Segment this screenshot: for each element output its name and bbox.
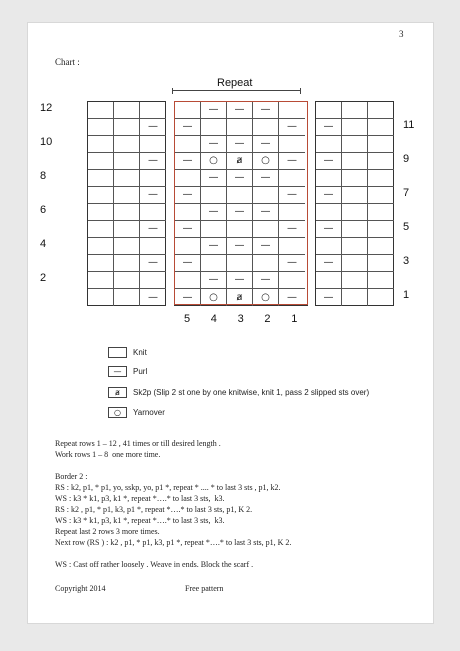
legend-symbol: ○ <box>108 407 127 418</box>
chart-cell: — <box>227 102 253 119</box>
chart-grid-left <box>87 101 166 306</box>
chart-cell <box>279 102 305 119</box>
chart-cell <box>342 255 368 272</box>
chart-cell: — <box>253 204 279 221</box>
chart-cell <box>201 221 227 238</box>
chart-cell <box>114 255 140 272</box>
chart-cell <box>114 272 140 289</box>
chart-cell <box>88 119 114 136</box>
chart-grid-right <box>315 101 394 306</box>
free-pattern-note: Free pattern <box>185 584 224 593</box>
chart-cell <box>342 102 368 119</box>
instruction-line: Border 2 : <box>55 472 88 481</box>
chart-cell <box>253 255 279 272</box>
chart-cell <box>88 238 114 255</box>
chart-cell: — <box>316 255 342 272</box>
chart-cell <box>368 255 394 272</box>
chart-cell <box>316 102 342 119</box>
chart-cell <box>175 102 201 119</box>
chart-cell <box>368 187 394 204</box>
chart-cell: ○ <box>253 153 279 170</box>
instruction-line: WS : Cast off rather loosely . Weave in ends. Block the scarf . <box>55 560 254 569</box>
chart-cell <box>114 102 140 119</box>
chart-cell <box>279 170 305 187</box>
chart-cell <box>114 187 140 204</box>
chart-cell: — <box>148 291 158 303</box>
chart-cell <box>88 187 114 204</box>
chart-cell: — <box>253 102 279 119</box>
chart-cell <box>253 187 279 204</box>
row-number-right: 1 <box>403 289 410 301</box>
chart-cell: — <box>175 187 201 204</box>
row-number-left: 2 <box>40 272 47 284</box>
chart-cell: — <box>201 136 227 153</box>
legend-item <box>108 347 147 358</box>
instruction-line: Repeat rows 1 – 12 , 41 times or till desired length . <box>55 439 221 448</box>
row-number-left: 4 <box>40 238 47 250</box>
legend-item <box>108 387 369 398</box>
row-number-right: 11 <box>403 119 415 131</box>
chart-cell: — <box>201 204 227 221</box>
chart-cell: — <box>175 153 201 170</box>
chart-cell <box>279 238 305 255</box>
chart-cell <box>253 221 279 238</box>
chart-cell <box>342 221 368 238</box>
instruction-line: Next row (RS ) : k2 , p1, * p1, k3, p1 *, repeat *….* to last 3 sts, p1, K 2. <box>55 538 292 547</box>
chart-cell: — <box>201 102 227 119</box>
chart-cell <box>114 204 140 221</box>
chart-cell <box>342 153 368 170</box>
chart-cell <box>201 187 227 204</box>
legend-symbol: — <box>108 366 127 377</box>
row-number-right: 7 <box>403 187 410 199</box>
chart-cell: — <box>227 238 253 255</box>
chart-cell: — <box>279 119 305 136</box>
chart-cell <box>227 221 253 238</box>
chart-cell <box>201 119 227 136</box>
chart-cell <box>279 136 305 153</box>
chart-cell <box>227 187 253 204</box>
chart-cell: — <box>140 119 166 136</box>
instruction-line: RS : k2 , p1, * p1, k3, p1 *, repeat *….* to last 3 sts, p1, K 2. <box>55 505 253 514</box>
chart-cell: — <box>227 204 253 221</box>
chart-cell: — <box>316 119 342 136</box>
chart-cell <box>201 255 227 272</box>
chart-cell: — <box>316 187 342 204</box>
chart-cell <box>114 238 140 255</box>
chart-cell <box>140 102 166 119</box>
chart-cell <box>253 119 279 136</box>
chart-cell: — <box>279 187 305 204</box>
chart-cell: — <box>316 289 342 306</box>
chart-cell: — <box>287 291 297 303</box>
chart-cell <box>175 238 201 255</box>
chart-cell: ⱥ <box>227 153 253 170</box>
instruction-line: RS : k2, p1, * p1, yo, sskp, yo, p1 *, repeat * .... * to last 3 sts , p1, k2. <box>55 483 281 492</box>
chart-cell <box>368 153 394 170</box>
row-number-left: 12 <box>40 102 53 114</box>
chart-cell <box>368 102 394 119</box>
copyright-text: Copyright 2014 <box>55 584 106 593</box>
chart-cell <box>368 119 394 136</box>
column-number: 5 <box>184 313 191 325</box>
chart-cell <box>342 238 368 255</box>
chart-cell <box>88 153 114 170</box>
chart-cell: — <box>175 255 201 272</box>
instruction-line: WS : k3 * k1, p3, k1 *, repeat *….* to last 3 sts, k3. <box>55 516 225 525</box>
chart-cell <box>114 119 140 136</box>
chart-cell: — <box>175 119 201 136</box>
chart-cell: — <box>140 255 166 272</box>
chart-cell <box>140 238 166 255</box>
chart-cell: ○ <box>253 289 279 306</box>
chart-cell <box>114 221 140 238</box>
chart-cell <box>316 238 342 255</box>
chart-cell <box>316 170 342 187</box>
row-number-left: 6 <box>40 204 47 216</box>
chart-cell: — <box>201 238 227 255</box>
chart-cell <box>368 238 394 255</box>
chart-cell <box>140 272 166 289</box>
column-number: 2 <box>264 313 271 325</box>
chart-cell <box>368 204 394 221</box>
repeat-label: Repeat <box>217 77 253 89</box>
chart-cell <box>175 272 201 289</box>
chart-cell <box>88 204 114 221</box>
column-number: 4 <box>210 313 217 325</box>
chart-cell <box>316 136 342 153</box>
chart-cell <box>279 272 305 289</box>
row-number-left: 10 <box>40 136 53 148</box>
chart-cell <box>342 289 368 306</box>
legend-item <box>108 366 147 377</box>
chart-cell: — <box>140 187 166 204</box>
chart-cell: — <box>175 221 201 238</box>
chart-cell <box>175 170 201 187</box>
chart-cell <box>342 170 368 187</box>
row-number-right: 3 <box>403 255 410 267</box>
chart-cell: ○ <box>201 153 227 170</box>
chart-cell <box>342 272 368 289</box>
chart-cell <box>175 136 201 153</box>
chart-cell <box>88 289 114 306</box>
chart-cell: ○ <box>201 289 227 306</box>
column-number: 3 <box>237 313 244 325</box>
chart-cell: — <box>201 272 227 289</box>
chart-cell <box>88 272 114 289</box>
chart-cell <box>342 136 368 153</box>
chart-cell: ⱥ <box>227 289 253 306</box>
chart-cell: — <box>279 255 305 272</box>
chart-cell: — <box>175 289 201 306</box>
legend-symbol <box>108 347 127 358</box>
chart-cell <box>88 102 114 119</box>
chart-cell <box>175 204 201 221</box>
chart-cell <box>368 272 394 289</box>
chart-cell: — <box>279 153 305 170</box>
chart-cell <box>88 170 114 187</box>
chart-cell <box>114 170 140 187</box>
chart-cell: — <box>227 170 253 187</box>
row-number-right: 9 <box>403 153 410 165</box>
chart-cell: — <box>316 221 342 238</box>
chart-cell <box>227 255 253 272</box>
chart-cell <box>140 170 166 187</box>
pattern-page <box>27 22 434 624</box>
legend-label: Sk2p (Slip 2 st one by one knitwise, knit 1, pass 2 slipped sts over) <box>133 388 370 397</box>
chart-cell <box>227 119 253 136</box>
chart-cell: — <box>253 272 279 289</box>
chart-cell: — <box>253 238 279 255</box>
chart-cell <box>316 204 342 221</box>
chart-cell <box>140 204 166 221</box>
chart-cell <box>114 153 140 170</box>
chart-cell <box>88 255 114 272</box>
chart-cell <box>342 187 368 204</box>
legend-item <box>108 407 165 418</box>
chart-cell: — <box>253 136 279 153</box>
row-number-left: 8 <box>40 170 47 182</box>
page-number: 3 <box>399 29 404 39</box>
chart-cell <box>279 204 305 221</box>
chart-grid-repeat <box>174 101 308 306</box>
chart-cell <box>368 136 394 153</box>
chart-cell <box>316 272 342 289</box>
chart-cell <box>114 136 140 153</box>
chart-cell <box>368 170 394 187</box>
instruction-line: Work rows 1 – 8 one more time. <box>55 450 161 459</box>
instruction-line: Repeat last 2 rows 3 more times. <box>55 527 160 536</box>
chart-cell <box>368 221 394 238</box>
chart-cell: — <box>140 153 166 170</box>
chart-cell <box>140 136 166 153</box>
chart-cell: — <box>227 272 253 289</box>
chart-cell: — <box>279 221 305 238</box>
row-number-right: 5 <box>403 221 410 233</box>
chart-cell <box>88 221 114 238</box>
column-number: 1 <box>291 313 298 325</box>
chart-cell: — <box>140 221 166 238</box>
chart-label: Chart : <box>55 57 80 67</box>
legend-label: Purl <box>133 367 148 376</box>
chart-cell <box>368 289 394 306</box>
chart-cell <box>88 136 114 153</box>
legend-symbol: ⱥ <box>108 387 127 398</box>
instruction-line: WS : k3 * k1, p3, k1 *, repeat *….* to last 3 sts, k3. <box>55 494 225 503</box>
chart-cell: — <box>227 136 253 153</box>
legend-label: Yarnover <box>133 408 165 417</box>
chart-cell: — <box>316 153 342 170</box>
chart-cell <box>342 204 368 221</box>
chart-cell <box>114 289 140 306</box>
repeat-bracket <box>172 90 301 93</box>
chart-cell: — <box>253 170 279 187</box>
chart-cell <box>342 119 368 136</box>
chart-cell: — <box>201 170 227 187</box>
legend-label: Knit <box>133 348 147 357</box>
